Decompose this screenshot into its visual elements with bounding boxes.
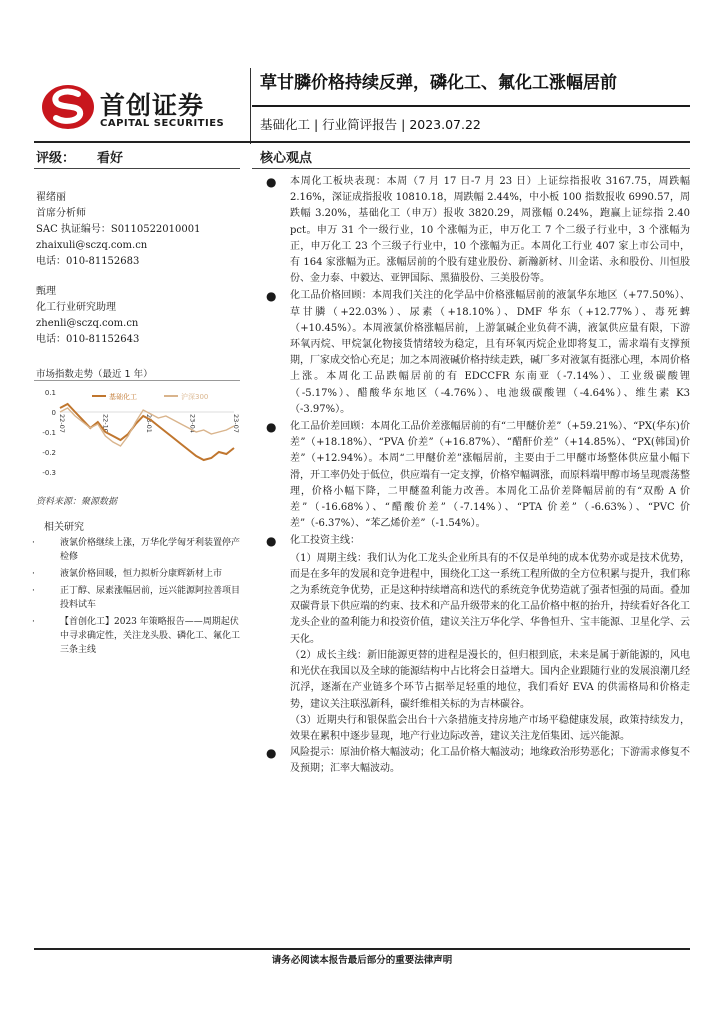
logo-text-en: CAPITAL SECURITIES <box>100 118 225 129</box>
related-item[interactable]: · 正丁醇、尿素涨幅居前，远兴能源阿拉善项目投料试车 <box>30 584 242 612</box>
rating-value: 看好 <box>97 151 124 166</box>
analyst-role: 首席分析师 <box>36 208 86 219</box>
core-view-title: 核心观点 <box>260 151 313 166</box>
bullet-dot-icon: ● <box>266 289 277 304</box>
rule-right <box>252 168 690 169</box>
report-title: 草甘膦价格持续反弹，磷化工、氟化工涨幅居前 <box>260 73 617 93</box>
bullet-risk <box>262 745 690 777</box>
y-tick-label: -0.3 <box>42 469 56 477</box>
analyst-license: SAC 执证编号：S0110522010001 <box>36 224 201 235</box>
y-tick-label: 0.1 <box>44 389 56 397</box>
bullet-spread-review <box>262 419 690 532</box>
analyst-1 <box>36 190 200 270</box>
bullet-investment-lines <box>262 533 690 549</box>
analyst-phone: 电话：010-81152643 <box>36 334 140 345</box>
x-tick-label: 23-07 <box>232 414 240 433</box>
footer-rule <box>34 948 690 950</box>
related-item[interactable]: · 液氯价格继续上涨，万华化学匈牙利装置停产检修 <box>30 536 242 564</box>
chart-title: 市场指数走势（最近 1 年） <box>36 369 153 380</box>
chart-rule <box>34 380 240 381</box>
core-view-content <box>262 174 690 779</box>
analyst-role: 化工行业研究助理 <box>36 302 116 313</box>
top-rule <box>34 141 690 143</box>
bullet-weekly-performance <box>262 174 690 287</box>
bullet-dot-icon: ● <box>266 420 277 435</box>
x-tick-label: 23-01 <box>145 414 153 433</box>
x-tick-label: 22-07 <box>58 414 66 433</box>
investment-line-cycle: （1）周期主线：我们认为化工龙头企业所具有的不仅是单纯的成本优势亦或是技术优势，而是在多年的发展和竞争进程中，围绕化工这一系统工程所做的全方位积累与提升，我们称之为系统竞争优势，正是这种持续增高和迭代的系统竞争优势造就了强者恒强的局面。叠加双碳背景下供应端的约束、技术和产品升级带来的化工品价格中枢的抬升，持续看好各化工龙头企业的盈利能力和投资价值，建议关注万华化学、华鲁恒升、宝丰能源、卫星化学、云天化。 <box>290 552 690 645</box>
analyst-phone: 电话：010-81152683 <box>36 256 140 267</box>
rule-left <box>34 168 240 169</box>
investment-line-property: （3）近期央行和银保监会出台十六条措施支持房地产市场平稳健康发展，政策持续发力，效果在累积中逐步显现，地产行业边际改善，建议关注龙佰集团、远兴能源。 <box>290 714 690 742</box>
bullet-text: 风险提示：原油价格大幅波动；化工品价格大幅波动；地缘政治形势恶化；下游需求修复不及预期；汇率大幅波动。 <box>290 747 690 775</box>
related-list <box>30 536 242 660</box>
market-index-chart <box>34 384 240 490</box>
y-tick-label: -0.2 <box>42 449 56 457</box>
related-item[interactable]: · 【首创化工】2023 年策略报告——周期起伏中寻求确定性，关注龙头股、磷化工、氟化工三条主线 <box>30 615 242 657</box>
legend-label-1: 沪深300 <box>181 393 209 401</box>
bullet-text: 化工品价格回顾：本周我们关注的化学品中价格涨幅居前的液氯华东地区（+77.50%）、草甘膦（+22.03%）、尿素（+18.10%）、DMF 华东（+12.77%）、毒死蜱（+10.45%）。本周液氯价格涨幅居前，上游氯碱企业负荷不满，液氯供应量有限，下游环氧丙烷、甲烷氯化物接货情绪较为稳定，且有环氧丙烷企业即将复工，需求端有支撑预期，厂家成交恰心充足；加之本周液碱价格持续走跌，碱厂多对液氯有挺涨心理，本周价格上涨。本周化工品跌幅居前的有 EDCCFR 东南亚（-7.14%）、工业级碳酸锂（-5.17%）、醋酸华东地区（-4.76%）、电池级碳酸锂（-4.64%）、维生素 K3（-3.97%）。 <box>290 290 690 415</box>
rating-label: 评级： <box>36 151 76 166</box>
investment-line-growth: （2）成长主线：新旧能源更替的进程是漫长的，但归根到底，未来是属于新能源的，风电和光伏在我国以及全球的能源结构中占比将会日益增大。国内企业跟随行业的发展浪潮几经沉浮，逐渐在产业链多个环节占据举足轻重的地位，我们看好 EVA 的供需格局和价格走势，建议关注联泓新科，碳纤维相关标的为吉林碳谷。 <box>290 649 690 710</box>
y-tick-label: -0.1 <box>42 429 56 437</box>
chart-source: 资料来源：聚源数据 <box>36 497 118 507</box>
y-tick-label: 0 <box>51 409 56 417</box>
analyst-name: 翟绪丽 <box>36 192 66 203</box>
bullet-dot-icon: ● <box>266 534 277 549</box>
logo-text-cn: 首创证券 <box>100 91 205 120</box>
related-item[interactable]: · 液氯价格回暖，恒力拟析分康辉新材上市 <box>30 567 242 581</box>
header-divider <box>250 68 251 144</box>
logo-mark-icon <box>40 82 96 132</box>
report-subtitle: 基础化工 | 行业简评报告 | 2023.07.22 <box>260 117 481 132</box>
bullet-dot-icon: ● <box>266 175 277 189</box>
analyst-name: 甄理 <box>36 286 56 297</box>
analyst-2 <box>36 284 139 348</box>
bullet-heading: 化工投资主线： <box>290 535 360 547</box>
related-title: 相关研究 <box>44 522 84 533</box>
bullet-price-review <box>262 288 690 418</box>
rating <box>36 147 145 166</box>
bullet-text: 本周化工板块表现：本周（7 月 17 日-7 月 23 日）上证综指报收 3167.75，周跌幅 2.16%，深证成指报收 10810.18，周跌幅 2.44%，中小板 100 指数报收 6990.57，周跌幅 3.20%，基础化工（申万）报收 3820.29，周涨幅 0.24%，跑赢上证综指 2.40 pct。申万 31 个一级行业，10 个涨幅为正，申万化工 7 个二级子行业中，3 个涨幅为正，申万化工 23 个三级子行业中，10 个涨幅为正。本周化工行业 407 家上市公司中，有 164 家涨幅为正。涨幅居前的个股有建业股份、新瀚新材、川金诺、永和股份、川恒股份、金力泰、中毅达、亚钾国际、黑猫股份、三美股份等。 <box>290 176 690 285</box>
title-rule <box>252 105 690 107</box>
bullet-text: 化工品价差回顾：本周化工品价差涨幅居前的有“二甲醚价差”（+59.21%）、“PX(华东)价差”（+18.18%）、“PVA 价差”（+16.87%）、“醋酐价差”（+14.85%）、“PX(韩国)价差”（+12.94%）。本周“二甲醚价差”涨幅居前，主要由于二甲醚市场整体供应量小幅下滑，开工率仍处于低位，供应端有一定支撑，价格窄幅调涨，而原料端甲醇市场呈现震荡整理，价格小幅下降，二甲醚盈利能力改善。本周化工品价差降幅居前的有“双酚 A 价差”（-16.68%）、“醋酸价差”（-7.14%）、“PTA 价差”（-6.63%）、“PVC 价差”（-6.37%）、“苯乙烯价差”（-1.54%）。 <box>290 421 690 530</box>
legend-label-0: 基础化工 <box>109 393 137 401</box>
company-logo <box>40 82 240 132</box>
analyst-email[interactable]: zhaixuli@sczq.com.cn <box>36 240 148 251</box>
footer-disclaimer: 请务必阅读本报告最后部分的重要法律声明 <box>271 955 453 966</box>
bullet-dot-icon: ● <box>266 746 277 761</box>
analyst-email[interactable]: zhenli@sczq.com.cn <box>36 318 139 329</box>
x-tick-label: 23-04 <box>188 414 197 433</box>
x-tick-label: 22-10 <box>101 414 110 433</box>
